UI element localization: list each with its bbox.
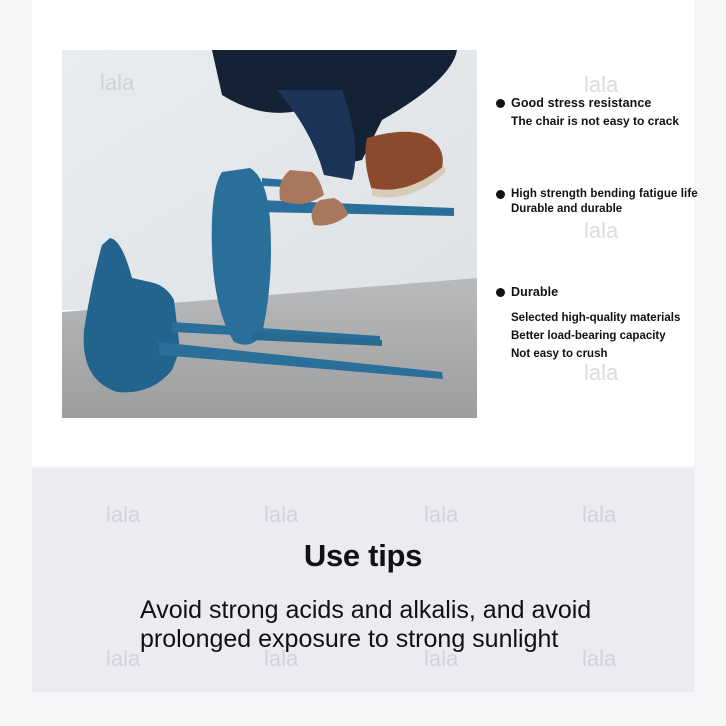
feature-item (496, 285, 680, 363)
watermark: lala (424, 502, 459, 527)
bullet-icon (496, 190, 505, 199)
watermark: lala (264, 502, 299, 527)
product-photo (62, 50, 477, 418)
use-tips-panel (32, 468, 694, 692)
watermark: lala (100, 70, 135, 95)
chair-stress-illustration (62, 50, 477, 418)
watermark: lala (584, 72, 619, 97)
feature-desc: Not easy to crush (511, 348, 608, 360)
use-tips-body: Avoid strong acids and alkalis, and avoid prolonged exposure to strong sunlight (140, 596, 592, 653)
feature-title: High strength bending fatigue life (511, 188, 698, 200)
watermark: lala (582, 646, 617, 671)
bullet-icon (496, 99, 505, 108)
feature-item (496, 188, 698, 218)
watermark: lala (106, 502, 141, 527)
feature-desc: Durable and durable (511, 203, 623, 215)
bullet-icon (496, 288, 505, 297)
feature-title: Good stress resistance (511, 96, 652, 110)
feature-desc: Better load-bearing capacity (511, 330, 666, 342)
feature-item (496, 96, 679, 130)
watermark: lala (424, 646, 459, 671)
feature-desc: The chair is not easy to crack (511, 114, 680, 128)
watermark: lala (584, 360, 619, 385)
use-tips-title: Use tips (303, 538, 423, 573)
watermark: lala (264, 646, 299, 671)
watermark: lala (582, 502, 617, 527)
feature-desc: Selected high-quality materials (511, 312, 681, 324)
feature-title: Durable (511, 285, 559, 299)
watermark: lala (584, 218, 619, 243)
watermark: lala (106, 646, 141, 671)
